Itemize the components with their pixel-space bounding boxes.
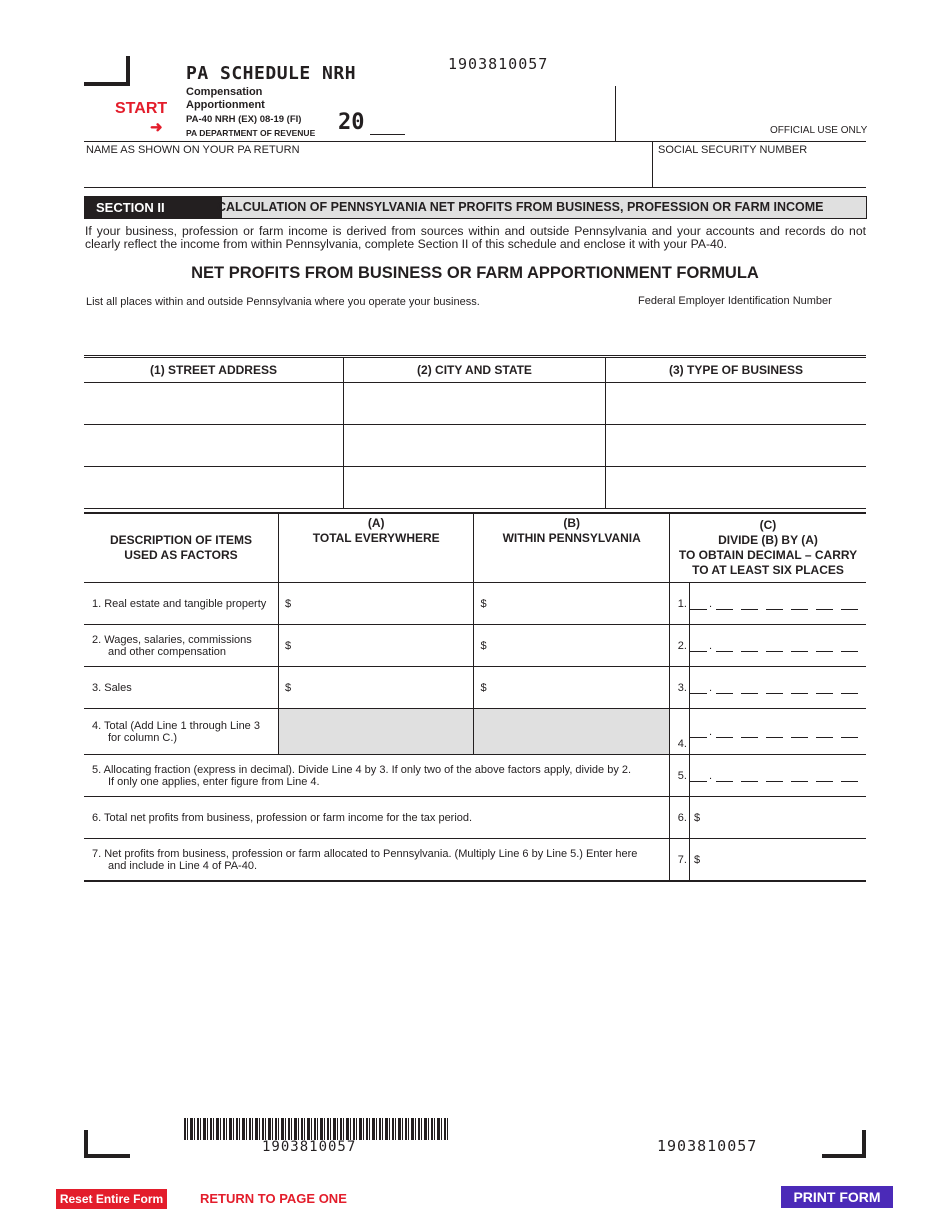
tax-year-input[interactable] xyxy=(370,133,405,135)
col-b-header xyxy=(474,513,670,583)
ssn-label: SOCIAL SECURITY NUMBER xyxy=(658,144,808,156)
line-1-total-input[interactable] xyxy=(278,583,473,625)
street-address-input[interactable] xyxy=(84,467,344,509)
tax-year-prefix: 20 xyxy=(338,110,365,135)
table-row xyxy=(84,625,866,667)
col-c-line: (C) xyxy=(759,518,777,532)
table-row xyxy=(84,755,866,797)
start-arrow-icon: ➜ xyxy=(150,119,163,136)
line-1-pa-input[interactable] xyxy=(474,583,670,625)
col-c-line: TO OBTAIN DECIMAL – CARRY xyxy=(678,548,858,562)
decimal-point: . xyxy=(708,639,712,652)
col-c-line: TO AT LEAST SIX PLACES xyxy=(692,563,844,577)
list-instruction: List all places within and outside Pennsylvania where you operate your business. xyxy=(86,296,480,308)
city-state-input[interactable] xyxy=(344,425,606,467)
table-row xyxy=(84,709,866,755)
col-description-header xyxy=(84,513,278,583)
col-a-line: (A) xyxy=(367,516,385,530)
decimal-point: . xyxy=(708,681,712,694)
ssn-divider xyxy=(652,141,653,187)
form-code: PA-40 NRH (EX) 08-19 (FI) xyxy=(186,114,302,125)
table-row xyxy=(84,383,866,425)
name-label: NAME AS SHOWN ON YOUR PA RETURN xyxy=(86,144,300,156)
line-5-text: 5. Allocating fraction (express in decimal). Divide Line 4 by 3. If only two of the above factors apply, divide by 2. xyxy=(92,763,632,776)
col-c-header xyxy=(669,513,866,583)
registration-mark-bottom-right xyxy=(822,1130,866,1158)
fein-input[interactable] xyxy=(638,312,863,334)
apportionment-table xyxy=(84,512,866,882)
dollar-sign: $ xyxy=(693,811,701,824)
dollar-sign: $ xyxy=(480,681,487,694)
business-type-input[interactable] xyxy=(606,383,867,425)
line-1-number: 1. xyxy=(669,583,689,625)
dollar-sign: $ xyxy=(480,597,487,610)
table-row xyxy=(84,797,866,839)
dollar-sign: $ xyxy=(284,639,292,652)
reset-form-button[interactable]: Reset Entire Form xyxy=(56,1189,167,1209)
line-2-label xyxy=(84,625,278,667)
line-2-number: 2. xyxy=(669,625,689,667)
dollar-sign: $ xyxy=(284,681,292,694)
registration-mark-bottom-left xyxy=(84,1130,130,1158)
line-4-shaded-a xyxy=(278,709,473,755)
barcode-number-right: 1903810057 xyxy=(657,1137,758,1155)
barcode-number-top: 1903810057 xyxy=(448,55,549,73)
line-4-number: 4. xyxy=(669,709,689,755)
col-desc-line: DESCRIPTION OF ITEMS xyxy=(109,533,252,547)
start-label: START xyxy=(115,100,168,117)
return-to-page-one-link[interactable]: RETURN TO PAGE ONE xyxy=(200,1191,347,1206)
form-title: PA SCHEDULE NRH xyxy=(186,63,357,84)
table-row xyxy=(84,667,866,709)
line-7-text: 7. Net profits from business, profession or farm allocated to Pennsylvania. (Multiply Line 6 by Line 5.) Enter here xyxy=(92,847,638,860)
line-4-shaded-b xyxy=(474,709,670,755)
line-7-number: 7. xyxy=(669,839,689,882)
decimal-point: . xyxy=(708,769,712,782)
section-heading: CALCULATION OF PENNSYLVANIA NET PROFITS FROM BUSINESS, PROFESSION OR FARM INCOME xyxy=(217,200,824,214)
line-4-text: 4. Total (Add Line 1 through Line 3 xyxy=(92,719,260,732)
ssn-input[interactable] xyxy=(658,160,858,184)
department-name: PA DEPARTMENT OF REVENUE xyxy=(186,128,316,138)
line-3-decimal-input[interactable] xyxy=(689,667,866,709)
business-type-input[interactable] xyxy=(606,425,867,467)
line-6-amount-input[interactable] xyxy=(689,797,866,839)
dollar-sign: $ xyxy=(693,853,701,866)
line-3-label: 3. Sales xyxy=(84,667,278,709)
table-row xyxy=(84,467,866,509)
form-subtitle-2: Apportionment xyxy=(186,99,265,111)
barcode-number: 1903810057 xyxy=(262,1139,357,1155)
col-c-line: DIVIDE (B) BY (A) xyxy=(718,533,818,547)
decimal-point: . xyxy=(708,597,712,610)
street-address-header: (1) STREET ADDRESS xyxy=(84,357,344,383)
line-6-number: 6. xyxy=(669,797,689,839)
line-3-pa-input[interactable] xyxy=(474,667,670,709)
line-5-decimal-input[interactable] xyxy=(689,755,866,797)
col-b-line: WITHIN PENNSYLVANIA xyxy=(502,531,641,545)
table-row xyxy=(84,839,866,882)
section-intro: If your business, profession or farm income is derived from sources within and outside Pennsylvania and your accounts and records do not clearly reflect the income from within Pennsylvania, complete Section II of this schedule and enclose it with your PA-40. xyxy=(85,224,866,251)
business-type-header: (3) TYPE OF BUSINESS xyxy=(606,357,867,383)
formula-title: NET PROFITS FROM BUSINESS OR FARM APPORTIONMENT FORMULA xyxy=(191,264,759,282)
line-5-text: If only one applies, enter figure from Line 4. xyxy=(108,775,320,788)
line-3-number: 3. xyxy=(669,667,689,709)
business-locations-table xyxy=(84,355,866,509)
col-a-line: TOTAL EVERYWHERE xyxy=(312,531,440,545)
section-header xyxy=(84,196,867,219)
col-b-line: (B) xyxy=(563,516,581,530)
line-2-pa-input[interactable] xyxy=(474,625,670,667)
line-7-text: and include in Line 4 of PA-40. xyxy=(108,859,258,872)
form-subtitle-1: Compensation xyxy=(186,86,263,98)
street-address-input[interactable] xyxy=(84,383,344,425)
line-2-text: 2. Wages, salaries, commissions xyxy=(92,633,252,646)
line-5-number: 5. xyxy=(669,755,689,797)
line-2-decimal-input[interactable] xyxy=(689,625,866,667)
barcode-image xyxy=(184,1118,448,1140)
table-row xyxy=(84,425,866,467)
decimal-point: . xyxy=(708,725,712,738)
city-state-header: (2) CITY AND STATE xyxy=(344,357,606,383)
name-row-top-rule xyxy=(84,141,866,142)
table-row xyxy=(84,583,866,625)
line-2-total-input[interactable] xyxy=(278,625,473,667)
line-7-amount-input[interactable] xyxy=(689,839,866,882)
line-5-label xyxy=(84,755,669,797)
print-form-button[interactable]: PRINT FORM xyxy=(781,1186,893,1208)
line-6-label: 6. Total net profits from business, profession or farm income for the tax period. xyxy=(84,797,669,839)
col-desc-line: USED AS FACTORS xyxy=(124,548,238,562)
line-4-decimal-input[interactable] xyxy=(689,709,866,755)
section-label: SECTION II xyxy=(85,197,222,218)
business-type-input[interactable] xyxy=(606,467,867,509)
street-address-input[interactable] xyxy=(84,425,344,467)
col-a-header xyxy=(278,513,473,583)
official-use-divider xyxy=(615,86,616,141)
line-3-total-input[interactable] xyxy=(278,667,473,709)
line-4-text: for column C.) xyxy=(108,731,178,744)
dollar-sign: $ xyxy=(284,597,292,610)
name-input[interactable] xyxy=(86,160,646,184)
fein-label: Federal Employer Identification Number xyxy=(638,295,832,307)
line-1-label: 1. Real estate and tangible property xyxy=(84,583,278,625)
name-row-bottom-rule xyxy=(84,187,866,188)
line-1-decimal-input[interactable] xyxy=(689,583,866,625)
registration-mark-top-left xyxy=(84,56,130,86)
dollar-sign: $ xyxy=(480,639,487,652)
city-state-input[interactable] xyxy=(344,467,606,509)
official-use-label: OFFICIAL USE ONLY xyxy=(770,125,868,136)
line-7-label xyxy=(84,839,669,882)
line-2-text: and other compensation xyxy=(108,645,227,658)
line-4-label xyxy=(84,709,278,755)
city-state-input[interactable] xyxy=(344,383,606,425)
